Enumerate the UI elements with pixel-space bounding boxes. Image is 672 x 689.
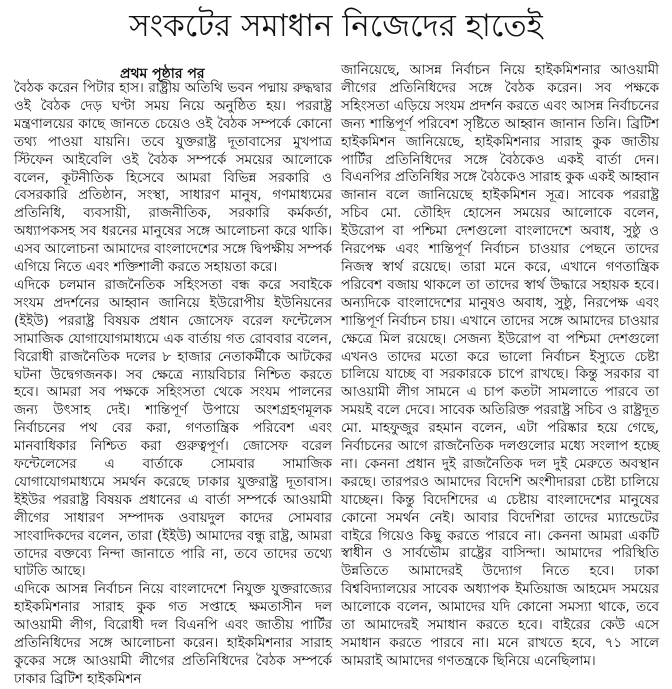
- paragraph: বৈঠক করেন পিটার হাস। রাষ্ট্রীয় অতিথি ভবন পদ্মায় রুদ্ধদ্বার ওই বৈঠক দেড় ঘণ্টা সময় নিয়ে অনুষ্ঠিত হয়। পররাষ্ট্র মন্ত্রণালয়ের কাছে জানতে চেয়েও ওই বৈঠক সম্পর্কে কোনো তথ্য পাওয়া যায়নি। তবে যুক্তরাষ্ট্র দূতাবাসের মুখপাত্র স্টিফেন আইবেলি ওই বৈঠক সম্পর্কে সময়ের আলোকে বলেন, কূটনীতিক হিসেবে আমরা বিভিন্ন সরকারি ও বেসরকারি প্রতিষ্ঠান, সংস্থা, সাধারণ মানুষ, গণমাধ্যমের প্রতিনিধি, ব্যবসায়ী, রাজনীতিক, সরকারি কর্মকর্তা, অধ্যাপকসহ সব ধরনের মানুষের সঙ্গে আলোচনা করে থাকি। এসব আলোচনা আমাদের বাংলাদেশের সঙ্গে দ্বিপক্ষীয় সম্পর্ক এগিয়ে নিতে এবং শক্তিশালী করতে সহায়তা করে।: [14, 81, 332, 276]
- byline: প্রথম পৃষ্ঠার পর: [120, 66, 205, 82]
- paragraph: এদিকে চলমান রাজনৈতিক সহিংসতা বন্ধ করে সবাইকে সংযম প্রদর্শনের আহ্বান জানিয়ে ইউরোপীয় ইউনিয়নের (ইইউ) পররাষ্ট্র বিষয়ক প্রধান জোসেফ বরেল ফন্টেলেস সামাজিক যোগাযোগমাধ্যমে এক বার্তায় গত রোববার বলেন, বিরোধী রাজনৈতিক দলের ৮ হাজার নেতাকর্মীকে আটকের ঘটনা উদ্বেগজনক। সব ক্ষেত্রে ন্যায়বিচার নিশ্চিত করতে হবে। আমরা সব পক্ষকে সহিংসতা থেকে সংযম পালনের জন্য উৎসাহ দেই। শান্তিপূর্ণ উপায়ে অংশগ্রহণমূলক নির্বাচনের পথ বের করা, গণতান্ত্রিক পরিবেশ এবং মানবাধিকার নিশ্চিত করা গুরুত্বপূর্ণ। জোসেফ বরেল ফন্টেলেসের এ বার্তাকে সোমবার সামাজিক যোগাযোগমাধ্যমে সমর্থন করেছে ঢাকার যুক্তরাষ্ট্র দূতাবাস। ইইউর পররাষ্ট্র বিষয়ক প্রধানের এ বার্তা সম্পর্কে আওয়ামী লীগের সাধারণ সম্পাদক ওবায়দুল কাদের সোমবার সাংবাদিকদের বলেন, তারা (ইইউ) আমাদের বন্ধু রাষ্ট্র, আমরা তাদের বক্তব্যে নিন্দা জানাতে পারি না, তবে তাদের তথ্যে ঘাটতি আছে।: [14, 277, 332, 580]
- paragraph: এদিকে আসন্ন নির্বাচন নিয়ে বাংলাদেশে নিযুক্ত যুক্তরাজ্যের হাইকমিশনার সারাহ কুক গত সপ্তাহে ক্ষমতাসীন দল আওয়ামী লীগ, বিরোধী দল বিএনপি এবং জাতীয় পার্টির প্রতিনিধিদের সঙ্গে আলোচনা করেন। হাইকমিশনার সারাহ কুকের সঙ্গে আওয়ামী লীগের প্রতিনিধিদের বৈঠক সম্পর্কে ঢাকার ব্রিটিশ হাইকমিশন: [14, 582, 332, 687]
- paragraph: জানিয়েছে, আসন্ন নির্বাচন নিয়ে হাইকমিশনার আওয়ামী লীগের প্রতিনিধিদের সঙ্গে বৈঠক করেন। সব পক্ষকে সহিংসতা এড়িয়ে সংযম প্রদর্শন করতে এবং আসন্ন নির্বাচনের জন্য শান্তিপূর্ণ পরিবেশ সৃষ্টিতে আহ্বান জানান তিনি। ব্রিটিশ হাইকমিশন জানিয়েছে, হাইকমিশনার সারাহ কুক জাতীয় পার্টির প্রতিনিধিদের সঙ্গে বৈঠকেও একই বার্তা দেন। বিএনপির প্রতিনিধির সঙ্গে বৈঠকেও সারাহ কুক একই আহ্বান জানান বলে জানিয়েছে হাইকমিশন সূত্র। সাবেক পররাষ্ট্র সচিব মো. তৌহিদ হোসেন সময়ের আলোকে বলেন, ইউরোপ বা পশ্চিমা দেশগুলো বাংলাদেশে অবাধ, সুষ্ঠু ও নিরপেক্ষ এবং শান্তিপূর্ণ নির্বাচন চাওয়ার পেছনে তাদের নিজস্ব স্বার্থ রয়েছে। তারা মনে করে, এখানে গণতান্ত্রিক পরিবেশ বজায় থাকলে তা তাদের স্বার্থ উদ্ধারে সহায়ক হবে। অন্যদিকে বাংলাদেশের মানুষও অবাধ, সুষ্ঠু, নিরপেক্ষ এবং শান্তিপূর্ণ নির্বাচন চায়। এখানে তাদের সঙ্গে আমাদের চাওয়ার ক্ষেত্রে মিল রয়েছে। সেজন্য ইউরোপ বা পশ্চিমা দেশগুলো এখনও তাদের মতো করে ভালো নির্বাচন ইস্যুতে চেষ্টা চালিয়ে যাচ্ছে বা সরকারকে চাপে রাখছে। কিন্তু সরকার বা আওয়ামী লীগ সামনে এ চাপ কতটা সামলাতে পারবে তা সময়ই বলে দেবে। সাবেক অতিরিক্ত পররাষ্ট্র সচিব ও রাষ্ট্রদূত মো. মাহফুজুর রহমান বলেন, এটা পরিষ্কার হয়ে গেছে, নির্বাচনের আগে রাজনৈতিক দলগুলোর মধ্যে সংলাপ হচ্ছে না। কেননা প্রধান দুই রাজনৈতিক দল দুই মেরুতে অবস্থান করছে। তারপরও আমাদের বিদেশি অংশীদাররা চেষ্টা চালিয়ে যাচ্ছেন। কিন্তু বিদেশিদের এ চেষ্টায় বাংলাদেশের মানুষের কোনো সমর্থন নেই। আবার বিদেশিরা তাদের ম্যান্ডেটের বাইরে গিয়েও কিছু করতে পারবে না। কেননা আমরা একটি স্বাধীন ও সার্বভৌম রাষ্ট্রের বাসিন্দা। আমাদের পরিস্থিতি উন্নতিতে আমাদেরই উদ্যোগ নিতে হবে। ঢাকা বিশ্ববিদ্যালয়ের সাবেক অধ্যাপক ইমতিয়াজ আহমেদ সময়ের আলোকে বলেন, আমাদের যদি কোনো সমস্যা থাকে, তবে তা আমাদেরই সমাধান করতে হবে। বাইরের কেউ এসে সমাধান করতে পারবে না। মনে রাখতে হবে, ৭১ সালে আমরাই আমাদের গণতন্ত্রকে ছিনিয়ে এনেছিলাম।: [341, 63, 659, 669]
- article-column-left: [14, 80, 332, 689]
- article-column-right: [341, 62, 659, 671]
- headline: সংকটের সমাধান নিজেদের হাতেই: [129, 8, 543, 44]
